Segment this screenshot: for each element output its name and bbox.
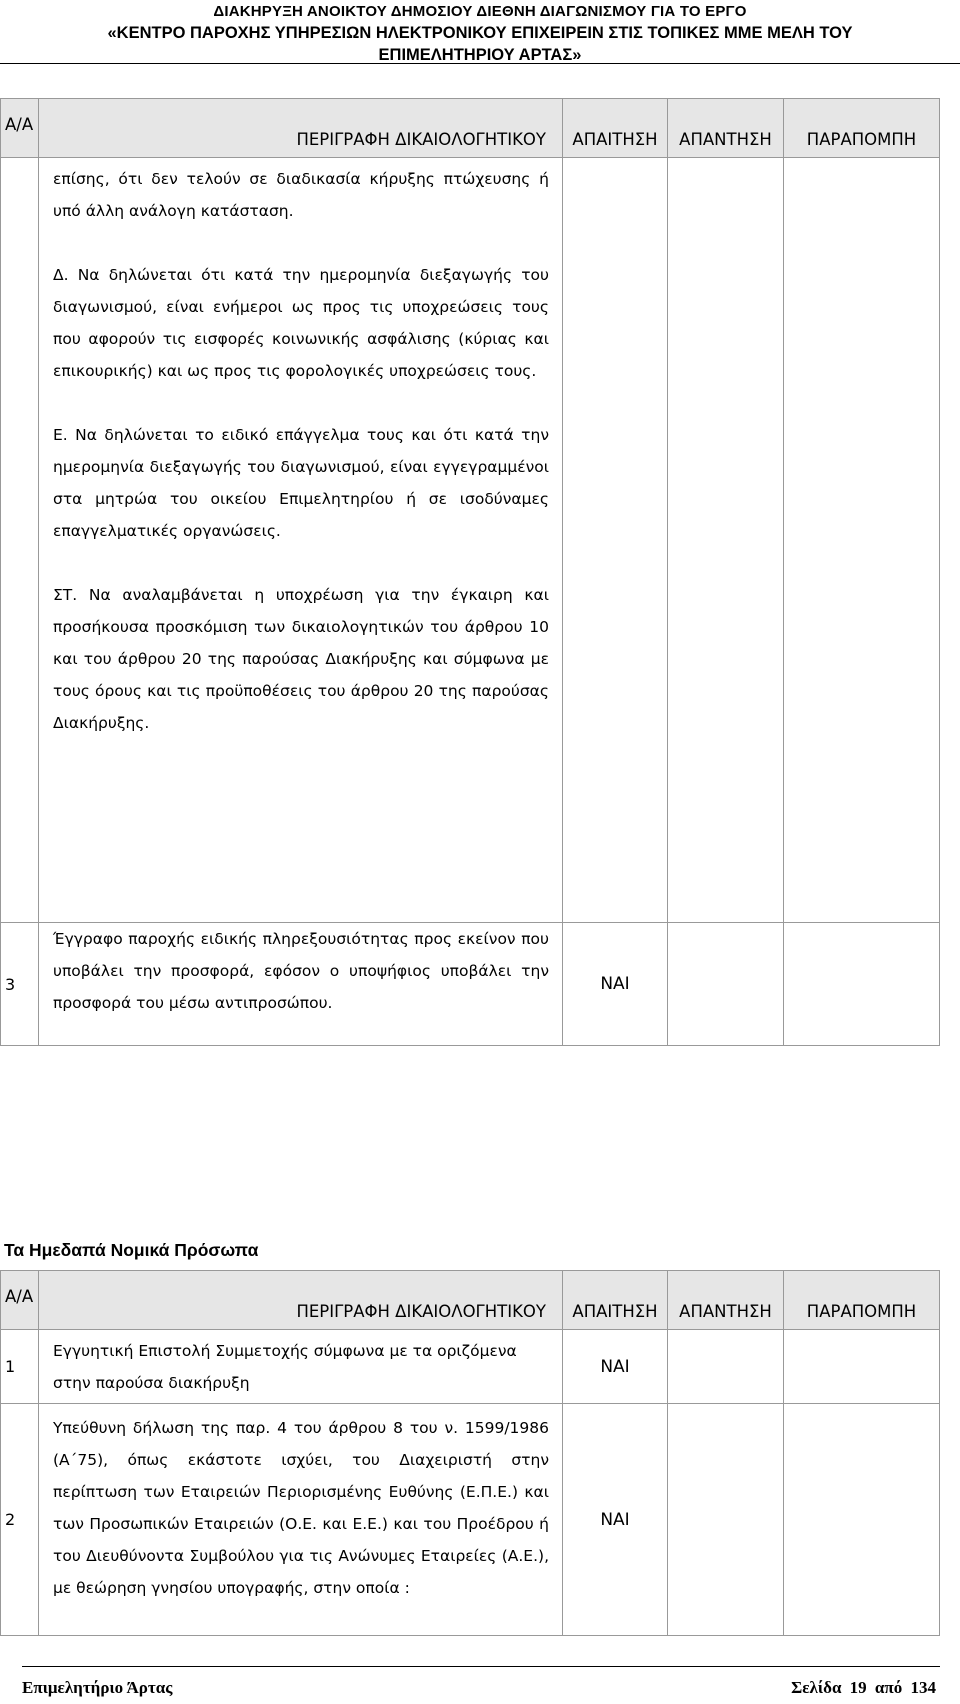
table-row — [1, 1404, 940, 1636]
column-header-reference: ΠΑΡΑΠΟΜΠΗ — [784, 1271, 940, 1330]
answer-cell[interactable] — [668, 923, 784, 1046]
row-description: Εγγυητική Επιστολή Συμμετοχής σύμφωνα με τα οριζόμενα στην παρούσα διακήρυξη — [53, 1341, 517, 1392]
table-row — [1, 1330, 940, 1404]
requirement-value: ΝΑΙ — [563, 1330, 668, 1404]
header-line-3: ΕΠΙΜΕΛΗΤΗΡΙΟΥ ΑΡΤΑΣ» — [378, 46, 582, 64]
table-header-row — [1, 99, 940, 158]
row-description: Υπεύθυνη δήλωση της παρ. 4 του άρθρου 8 του ν. 1599/1986 (Α΄75), όπως εκάστοτε ισχύει, του Διαχειριστή στην περίπτωση των Εταιρειών Περιορισμένης Ευθύνης (Ε.Π.Ε.) και των Προσωπικών Εταιρειών (Ο.Ε. και Ε.Ε.) και του Προέδρου ή του Διευθύνοντα Συμβούλου για τις Ανώνυμες Εταιρείες (Α.Ε.), με θεώρηση γνησίου υπογραφής, στην οποία : — [53, 1419, 549, 1597]
column-header-aa: Α/Α — [1, 1271, 39, 1330]
reference-cell[interactable] — [784, 923, 940, 1046]
header-line-2: «ΚΕΝΤΡΟ ΠΑΡΟΧΗΣ ΥΠΗΡΕΣΙΩΝ ΗΛΕΚΤΡΟΝΙΚΟΥ ΕΠΙΧΕΙΡΕΙΝ ΣΤΙΣ ΤΟΠΙΚΕΣ ΜΜΕ ΜΕΛΗ ΤΟΥ — [107, 24, 853, 42]
table-header-row — [1, 1271, 940, 1330]
cell-answer — [668, 158, 784, 923]
column-header-description: ΠΕΡΙΓΡΑΦΗ ΔΙΚΑΙΟΛΟΓΗΤΙΚΟΥ — [39, 1271, 563, 1330]
column-header-requirement: ΑΠΑΙΤΗΣΗ — [563, 1271, 668, 1330]
column-header-answer: ΑΠΑΝΤΗΣΗ — [668, 99, 784, 158]
paragraph-st: ΣΤ. Να αναλαμβάνεται η υποχρέωση για την έγκαιρη και προσήκουσα προσκόμιση των δικαιολογητικών του άρθρου 10 και του άρθρου 20 της παρούσας Διακήρυξης και σύμφωνα με τους όρους και τις προϋποθέσεις του άρθρου 20 της παρούσας Διακήρυξης. — [53, 586, 549, 732]
cell-requirement — [563, 158, 668, 923]
requirement-value: ΝΑΙ — [563, 1404, 668, 1636]
header-line-1: ΔΙΑΚΗΡΥΞΗ ΑΝΟΙΚΤΟΥ ΔΗΜΟΣΙΟΥ ΔΙΕΘΝΗ ΔΙΑΓΩΝΙΣΜΟΥ ΓΙΑ ΤΟ ΕΡΓΟ — [213, 3, 747, 20]
row-number: 3 — [1, 923, 39, 1046]
footer-divider — [22, 1666, 940, 1667]
cell-description — [39, 923, 563, 1046]
answer-cell[interactable] — [668, 1330, 784, 1404]
requirement-value: ΝΑΙ — [563, 923, 668, 1046]
cell-description — [39, 1404, 563, 1636]
footer-organization: Επιμελητήριο Άρτας — [22, 1678, 173, 1697]
row-number: 1 — [1, 1330, 39, 1404]
cell-description — [39, 158, 563, 923]
answer-cell[interactable] — [668, 1404, 784, 1636]
column-header-answer: ΑΠΑΝΤΗΣΗ — [668, 1271, 784, 1330]
footer-page-number: Σελίδα 19 από 134 — [791, 1678, 936, 1697]
requirements-table-2 — [0, 1270, 940, 1636]
column-header-aa: Α/Α — [1, 99, 39, 158]
table-row — [1, 923, 940, 1046]
cell-aa — [1, 158, 39, 923]
row-number: 2 — [1, 1404, 39, 1636]
cell-description — [39, 1330, 563, 1404]
paragraph-e: Ε. Να δηλώνεται το ειδικό επάγγελμα τους και ότι κατά την ημερομηνία διεξαγωγής του διαγωνισμού, είναι εγγεγραμμένοι στα μητρώα του οικείου Επιμελητηρίου ή σε ισοδύναμες επαγγελματικές οργανώσεις. — [53, 426, 549, 540]
column-header-description: ΠΕΡΙΓΡΑΦΗ ΔΙΚΑΙΟΛΟΓΗΤΙΚΟΥ — [39, 99, 563, 158]
cell-reference — [784, 158, 940, 923]
reference-cell[interactable] — [784, 1330, 940, 1404]
header-divider — [0, 63, 960, 64]
table-row-continuation — [1, 158, 940, 923]
section-title: Τα Ημεδαπά Νομικά Πρόσωπα — [4, 1240, 259, 1260]
document-header — [0, 0, 960, 66]
paragraph-d: Δ. Να δηλώνεται ότι κατά την ημερομηνία διεξαγωγής του διαγωνισμού, είναι ενήμεροι ως προς τις υποχρεώσεις τους που αφορούν τις εισφορές κοινωνικής ασφάλισης (κύριας και επικουρικής) και ως προς τις φορολογικές υποχρεώσεις τους. — [53, 266, 549, 380]
paragraph-bankruptcy: επίσης, ότι δεν τελούν σε διαδικασία κήρυξης πτώχευσης ή υπό άλλη ανάλογη κατάσταση. — [53, 170, 549, 220]
row-description: Έγγραφο παροχής ειδικής πληρεξουσιότητας προς εκείνον που υποβάλει την προσφορά, εφόσον ο υποψήφιος υποβάλει την προσφορά του μέσω αντιπροσώπου. — [53, 930, 549, 1012]
column-header-requirement: ΑΠΑΙΤΗΣΗ — [563, 99, 668, 158]
reference-cell[interactable] — [784, 1404, 940, 1636]
column-header-reference: ΠΑΡΑΠΟΜΠΗ — [784, 99, 940, 158]
requirements-table-1 — [0, 98, 940, 1046]
